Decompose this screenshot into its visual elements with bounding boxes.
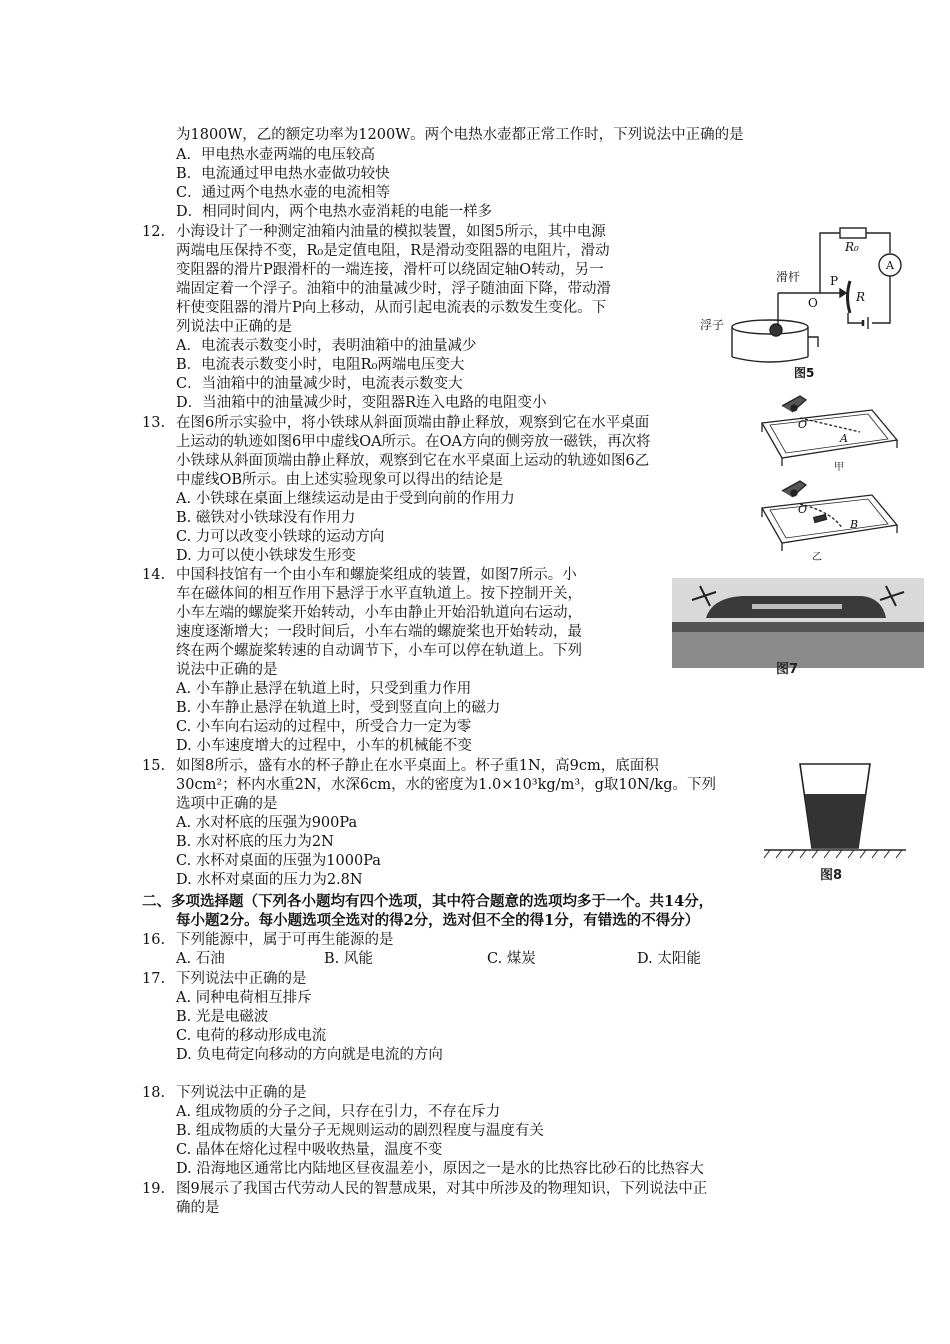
q18-option-b: B. 组成物质的大量分子无规则运动的剧烈程度与温度有关 (176, 1123, 544, 1139)
q13-option-d: D. 力可以使小铁球发生形变 (176, 548, 356, 564)
q13-option-a: A. 小铁球在桌面上继续运动是由于受到向前的作用力 (176, 491, 515, 507)
q19-stem-line-2: 确的是 (176, 1200, 220, 1216)
fig5-slider-rod-label: 滑杆 (776, 270, 801, 284)
q13-stem-line-1: 在图6所示实验中，将小铁球从斜面顶端由静止释放，观察到它在水平桌面 (176, 415, 650, 431)
q16-option-c: C. 煤炭 (487, 951, 536, 967)
fig7-caption: 图7 (776, 662, 799, 677)
q15-stem-line-1: 如图8所示，盛有水的杯子静止在水平桌面上。杯子重1N，高9cm，底面积 (176, 758, 659, 774)
q17-option-d: D. 负电荷定向移动的方向就是电流的方向 (176, 1047, 443, 1063)
q11-option-d: D．相同时间内，两个电热水壶消耗的电能一样多 (176, 204, 493, 220)
q12-option-a: A．电流表示数变小时，表明油箱中的油量减少 (176, 338, 477, 354)
figure-5-circuit (700, 225, 920, 385)
q18-option-d: D. 沿海地区通常比内陆地区昼夜温差小，原因之一是水的比热容比砂石的比热容大 (176, 1161, 704, 1177)
q13-option-c: C. 力可以改变小铁球的运动方向 (176, 529, 385, 545)
q12-option-b: B．电流表示数变小时，电阻R₀两端电压变大 (176, 357, 465, 373)
q18-option-a: A. 组成物质的分子之间，只存在引力，不存在斥力 (176, 1104, 501, 1120)
q11-option-c: C．通过两个电热水壶的电流相等 (176, 185, 391, 201)
q14-stem-line-6: 说法中正确的是 (176, 662, 278, 678)
q14-stem-line-5: 终在两个螺旋桨转速的自动调节下，小车可以停在轨道上。下列 (176, 643, 582, 659)
fig5-float-label: 浮子 (700, 318, 725, 332)
q15-option-a: A. 水对杯底的压强为900Pa (176, 815, 358, 831)
q14-option-c: C. 小车向右运动的过程中，所受合力一定为零 (176, 719, 472, 735)
q17-option-b: B. 光是电磁波 (176, 1009, 269, 1025)
fig6-a-label: A (840, 432, 848, 445)
figure-8-cup (760, 760, 910, 885)
q13-stem-line-2: 上运动的轨迹如图6甲中虚线OA所示。在OA方向的侧旁放一磁铁，再次将 (176, 434, 651, 450)
fig6-o-label-jia: O (798, 418, 808, 431)
fig8-caption: 图8 (820, 868, 843, 883)
q14-stem-line-3: 小车左端的螺旋桨开始转动，小车由静止开始沿轨道向右运动， (176, 605, 582, 621)
q11-option-b: B．电流通过甲电热水壶做功较快 (176, 166, 390, 182)
q16-stem: 下列能源中，属于可再生能源的是 (176, 932, 394, 948)
q12-stem-line-2: 两端电压保持不变，R₀是定值电阻，R是滑动变阻器的电阻片，滑动 (176, 243, 610, 259)
q12-stem-line-5: 杆使变阻器的滑片P向上移动，从而引起电流表的示数发生变化。下 (176, 300, 607, 316)
fig6-jia-label: 甲 (834, 462, 844, 473)
q17-option-a: A. 同种电荷相互排斥 (176, 990, 312, 1006)
q14-stem-line-4: 速度逐渐增大；一段时间后，小车右端的螺旋桨也开始转动，最 (176, 624, 582, 640)
fig5-pivot-label: O (808, 296, 818, 310)
fig6-b-label: B (850, 518, 859, 531)
fig5-r0-label: R₀ (845, 240, 859, 254)
q15-option-b: B. 水对杯底的压力为2N (176, 834, 334, 850)
fig6-yi-label: 乙 (812, 552, 822, 563)
q13-stem-line-3: 小铁球从斜面顶端由静止释放，观察到它在水平桌面上运动的轨迹如图6乙 (176, 453, 650, 469)
q11-stem-tail: 为1800W，乙的额定功率为1200W。两个电热水壶都正常工作时，下列说法中正确的是 (176, 127, 744, 143)
q14-option-b: B. 小车静止悬浮在轨道上时，受到竖直向上的磁力 (176, 700, 501, 716)
q12-stem-line-3: 变阻器的滑片P跟滑杆的一端连接，滑杆可以绕固定轴O转动，另一 (176, 262, 604, 278)
figure-7-maglev-photo (672, 570, 924, 685)
q14-stem-line-2: 车在磁体间的相互作用下悬浮于水平直轨道上。按下控制开关， (176, 586, 582, 602)
q19-number: 19. (142, 1181, 166, 1197)
q17-stem: 下列说法中正确的是 (176, 971, 307, 987)
q16-option-d: D. 太阳能 (637, 951, 701, 967)
fig5-caption: 图5 (794, 366, 815, 380)
section2-heading-line-1: 二、多项选择题（下列各小题均有四个选项，其中符合题意的选项均多于一个。共14分， (142, 893, 714, 910)
q17-option-c: C. 电荷的移动形成电流 (176, 1028, 327, 1044)
q15-stem-line-3: 选项中正确的是 (176, 796, 278, 812)
fig5-p-label: P (830, 274, 839, 288)
q14-option-a: A. 小车静止悬浮在轨道上时，只受到重力作用 (176, 681, 472, 697)
q19-stem-line-1: 图9展示了我国古代劳动人民的智慧成果，对其中所涉及的物理知识，下列说法中正 (176, 1181, 708, 1197)
q12-stem-line-4: 端固定着一个浮子。油箱中的油量减少时，浮子随油面下降，带动滑 (176, 281, 611, 297)
section2-heading-line-2: 每小题2分。每小题选项全选对的得2分，选对但不全的得1分，有错选的不得分） (176, 912, 700, 929)
q17-number: 17. (142, 971, 166, 987)
q12-number: 12. (142, 224, 166, 240)
q15-number: 15. (142, 758, 166, 774)
q16-option-b: B. 风能 (324, 951, 373, 967)
q13-option-b: B. 磁铁对小铁球没有作用力 (176, 510, 356, 526)
q13-stem-line-4: 中虚线OB所示。由上述实验现象可以得出的结论是 (176, 472, 504, 488)
q14-option-d: D. 小车速度增大的过程中，小车的机械能不变 (176, 738, 472, 754)
q14-number: 14. (142, 567, 166, 583)
q18-number: 18. (142, 1085, 166, 1101)
q12-option-d: D．当油箱中的油量减少时，变阻器R连入电路的电阻变小 (176, 395, 547, 411)
q15-option-c: C. 水杯对桌面的压强为1000Pa (176, 853, 381, 869)
q18-stem: 下列说法中正确的是 (176, 1085, 307, 1101)
q12-stem-line-1: 小海设计了一种测定油箱内油量的模拟装置，如图5所示，其中电源 (176, 224, 606, 240)
fig5-ammeter-label: A (886, 259, 894, 272)
q12-option-c: C．当油箱中的油量减少时，电流表示数变大 (176, 376, 463, 392)
q14-stem-line-1: 中国科技馆有一个由小车和螺旋桨组成的装置，如图7所示。小 (176, 567, 577, 583)
figure-6-tables (752, 388, 902, 568)
q15-stem-line-2: 30cm²；杯内水重2N，水深6cm，水的密度为1.0×10³kg/m³，g取10N/kg。下列 (176, 777, 717, 793)
fig6-o-label-yi: O (798, 503, 808, 516)
q16-number: 16. (142, 932, 166, 948)
q13-number: 13. (142, 415, 166, 431)
q11-option-a: A．甲电热水壶两端的电压较高 (176, 147, 375, 163)
fig5-r-label: R (856, 290, 866, 304)
q15-option-d: D. 水杯对桌面的压力为2.8N (176, 872, 363, 888)
q16-option-a: A. 石油 (176, 951, 225, 967)
q18-option-c: C. 晶体在熔化过程中吸收热量，温度不变 (176, 1142, 443, 1158)
q12-stem-line-6: 列说法中正确的是 (176, 319, 292, 335)
